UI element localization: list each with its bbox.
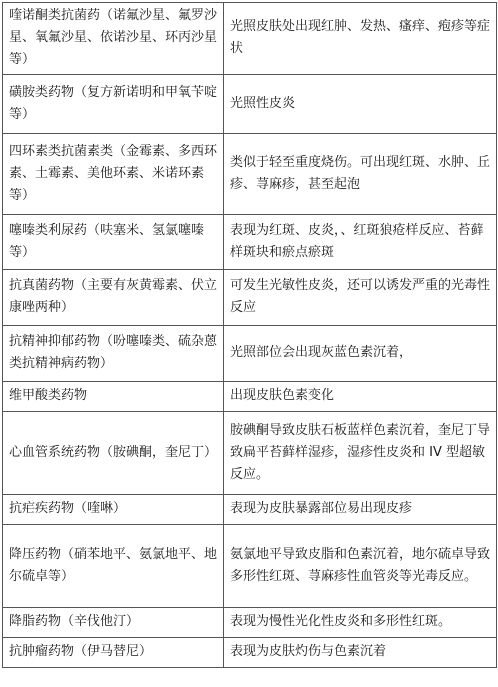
- drug-cell: 降压药物（硝苯地平、氨氯地平、地尔硫卓等）: [3, 525, 224, 608]
- drug-cell: 抗疟疾药物（喹啉）: [3, 495, 224, 525]
- reaction-cell: 氨氯地平导致皮脂和色素沉着，地尔硫卓导致多形性红斑、荨麻疹性血管炎等光毒反应。: [224, 525, 497, 608]
- drug-cell: 维甲酸类药物: [3, 382, 224, 412]
- table-row: [3, 412, 497, 495]
- table-row: [3, 525, 497, 608]
- table-row: [3, 638, 497, 668]
- reaction-cell: 表现为红斑、皮炎，、红斑狼疮样反应、苔藓样斑块和瘀点瘀斑: [224, 215, 497, 270]
- table-row: [3, 134, 497, 215]
- table-row: [3, 382, 497, 412]
- table-row: [3, 3, 497, 75]
- reaction-cell: 表现为皮肤暴露部位易出现皮疹: [224, 495, 497, 525]
- table-row: [3, 608, 497, 638]
- reaction-cell: 表现为慢性光化性皮炎和多形性红斑。: [224, 608, 497, 638]
- drug-cell: 降脂药物（辛伐他汀）: [3, 608, 224, 638]
- reaction-cell: 可发生光敏性皮炎，还可以诱发严重的光毒性反应: [224, 270, 497, 326]
- reaction-cell: 表现为皮肤灼伤与色素沉着: [224, 638, 497, 668]
- drug-cell: 心血管系统药物（胺碘酮，奎尼丁）: [3, 412, 224, 495]
- drug-cell: 抗真菌药物（主要有灰黄霉素、伏立康唑两种）: [3, 270, 224, 326]
- table-row: [3, 495, 497, 525]
- drug-cell: 噻嗪类利尿药（呋塞米、氢氯噻嗪等）: [3, 215, 224, 270]
- drug-cell: 四环素类抗菌素类（金霉素、多西环素、土霉素、美他环素、米诺环素等）: [3, 134, 224, 215]
- table-row: [3, 75, 497, 134]
- reaction-cell: 出现皮肤色素变化: [224, 382, 497, 412]
- reaction-cell: 光照皮肤处出现红肿、发热、瘙痒、疱疹等症状: [224, 3, 497, 75]
- drug-cell: 抗精神抑郁药物（吩噻嗪类、硫杂蒽类抗精神病药物）: [3, 326, 224, 382]
- drug-cell: 磺胺类药物（复方新诺明和甲氧苄啶等）: [3, 75, 224, 134]
- reaction-cell: 类似于轻至重度烧伤。可出现红斑、水肿、丘疹、荨麻疹，甚至起泡: [224, 134, 497, 215]
- reaction-cell: 胺碘酮导致皮肤石板蓝样色素沉着，奎尼丁导致扁平苔藓样湿疹，湿疹性皮炎和 IV 型超敏反应。: [224, 412, 497, 495]
- reaction-cell: 光照部位会出现灰蓝色素沉着，: [224, 326, 497, 382]
- reaction-cell: 光照性皮炎: [224, 75, 497, 134]
- drug-cell: 抗肿瘤药物（伊马替尼）: [3, 638, 224, 668]
- table-row: [3, 215, 497, 270]
- drug-cell: 喹诺酮类抗菌药（诺氟沙星、氟罗沙星、氧氟沙星、依诺沙星、环丙沙星等）: [3, 3, 224, 75]
- drug-photosensitivity-table: [2, 2, 497, 668]
- table-row: [3, 270, 497, 326]
- table-row: [3, 326, 497, 382]
